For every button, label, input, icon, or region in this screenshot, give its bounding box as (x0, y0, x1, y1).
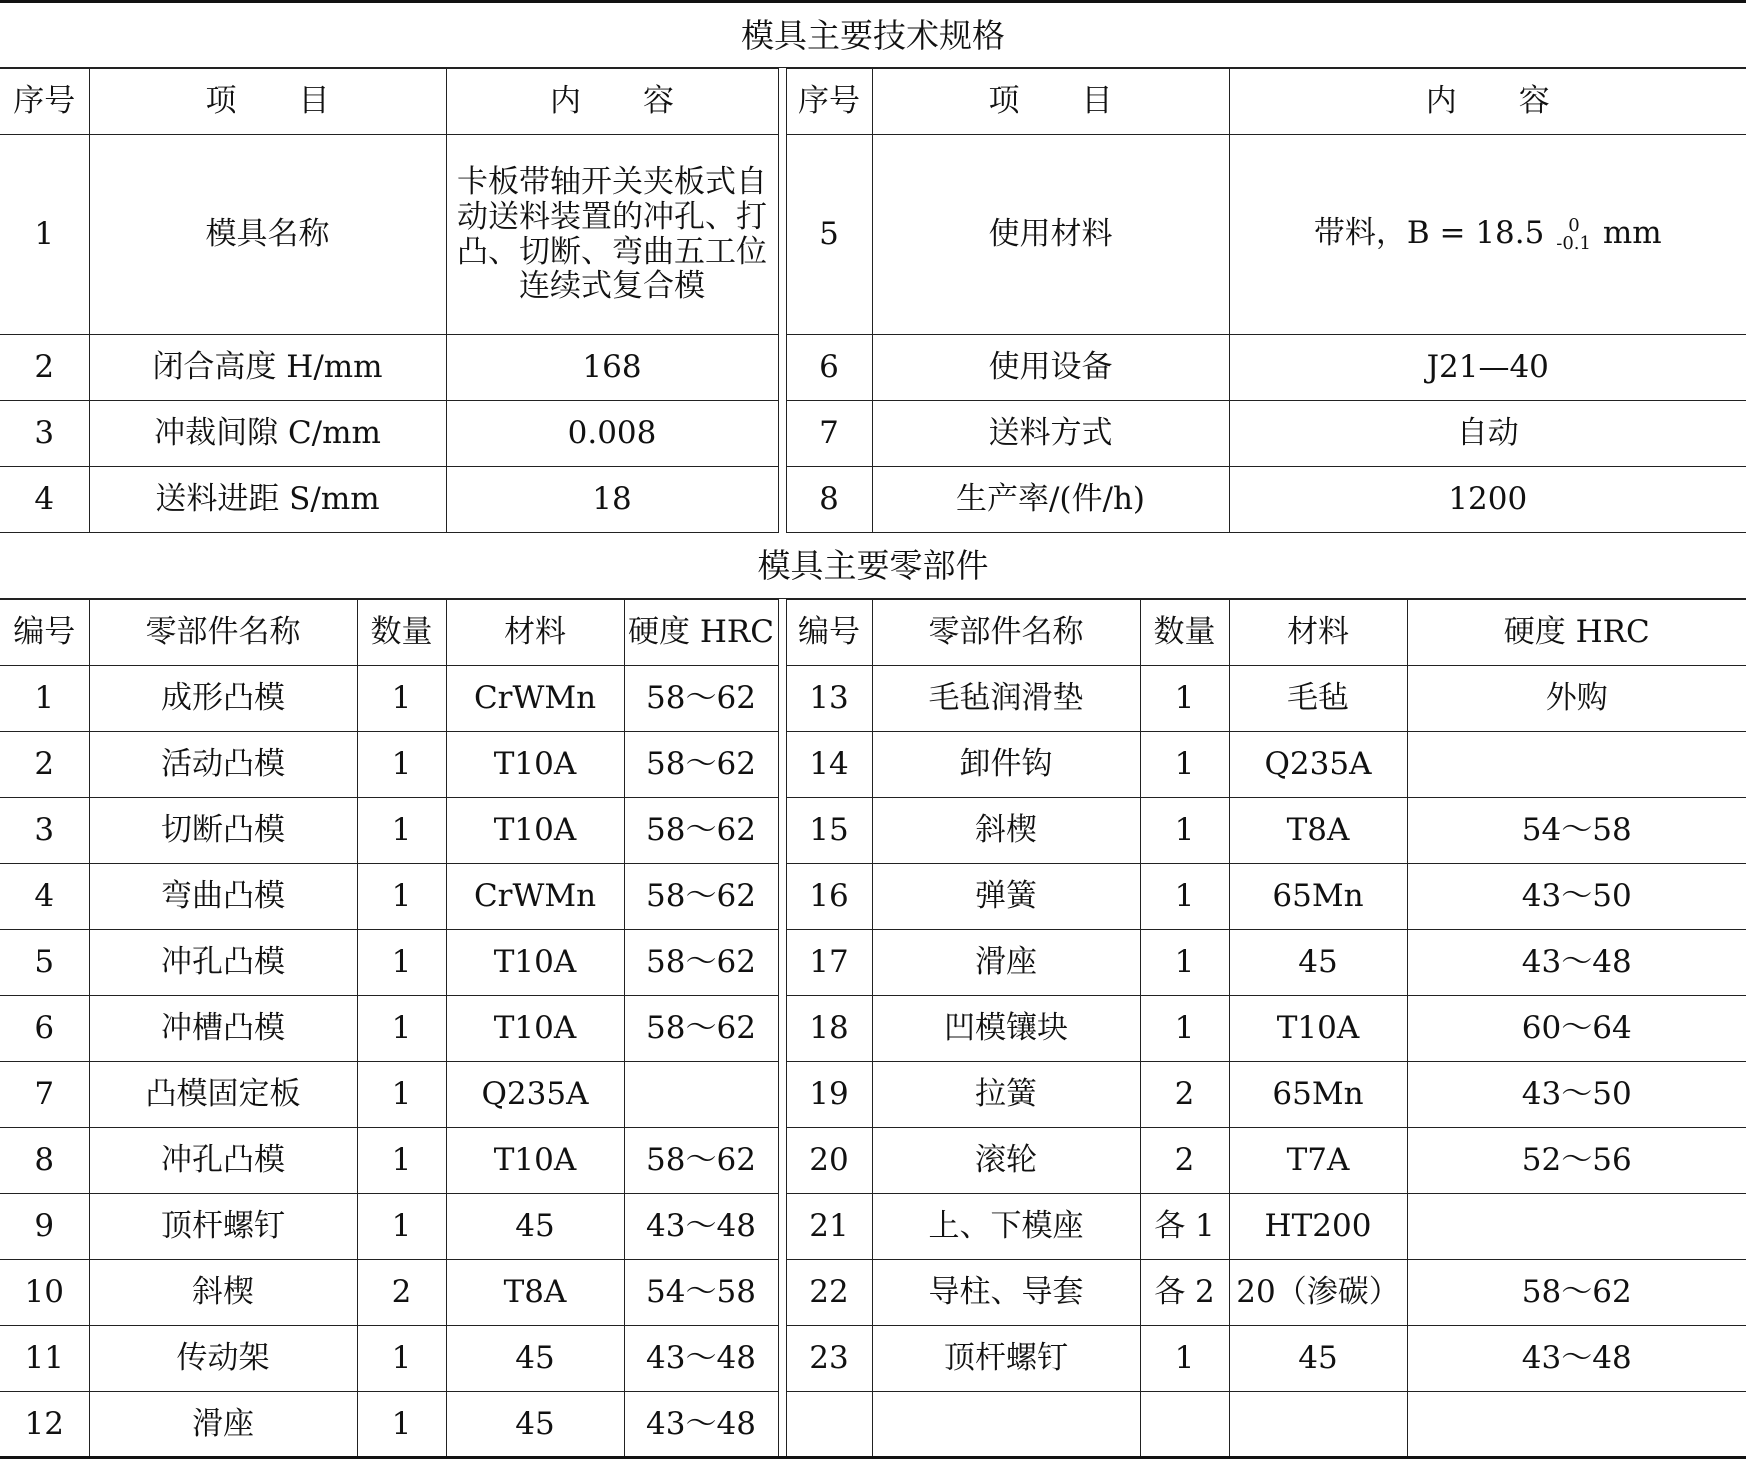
part-hardness-right: 43～50 (1407, 1062, 1746, 1128)
part-qty-right: 各 1 (1140, 1194, 1229, 1260)
parts-row (0, 1194, 1746, 1260)
part-hardness-right: 43～50 (1407, 864, 1746, 930)
spec-header-content: 内 容 (446, 69, 778, 135)
part-name-right: 斜楔 (872, 798, 1140, 864)
part-name-right: 卸件钩 (872, 732, 1140, 798)
part-qty: 1 (357, 930, 446, 996)
part-material: CrWMn (446, 864, 624, 930)
parts-row (0, 1128, 1746, 1194)
parts-row (0, 864, 1746, 930)
part-no: 11 (0, 1326, 89, 1392)
part-hardness: 58～62 (624, 732, 778, 798)
part-qty: 1 (357, 1392, 446, 1458)
part-material: T10A (446, 798, 624, 864)
part-no-right: 19 (786, 1062, 872, 1128)
parts-header-material: 材料 (446, 600, 624, 666)
tolerance-upper: 0 (1568, 214, 1580, 236)
spec-header-no-right: 序号 (786, 69, 872, 135)
spec-no-right: 5 (786, 135, 872, 335)
part-name-right: 凹模镶块 (872, 996, 1140, 1062)
spec-no-right: 8 (786, 467, 872, 533)
spec-content: 卡板带轴开关夹板式自动送料装置的冲孔、打凸、切断、弯曲五工位连续式复合模 (446, 135, 778, 335)
part-no: 10 (0, 1260, 89, 1326)
part-name: 斜楔 (89, 1260, 357, 1326)
part-hardness-right: 60～64 (1407, 996, 1746, 1062)
spec-no-right: 7 (786, 401, 872, 467)
part-hardness: 43～48 (624, 1326, 778, 1392)
part-hardness-right: 54～58 (1407, 798, 1746, 864)
part-name-right: 顶杆螺钉 (872, 1326, 1140, 1392)
part-no-right: 22 (786, 1260, 872, 1326)
part-hardness (624, 1062, 778, 1128)
part-name: 成形凸模 (89, 666, 357, 732)
part-hardness: 58～62 (624, 666, 778, 732)
spec-content: 18 (446, 467, 778, 533)
spec-no: 3 (0, 401, 89, 467)
part-hardness-right (1407, 1392, 1746, 1458)
column-divider (778, 1128, 786, 1194)
part-hardness-right (1407, 732, 1746, 798)
part-name-right: 毛毡润滑垫 (872, 666, 1140, 732)
part-no: 7 (0, 1062, 89, 1128)
parts-row (0, 1326, 1746, 1392)
parts-header-material-right: 材料 (1229, 600, 1407, 666)
part-no-right: 23 (786, 1326, 872, 1392)
part-no-right: 17 (786, 930, 872, 996)
part-name: 传动架 (89, 1326, 357, 1392)
column-divider (778, 69, 786, 135)
part-material-right: Q235A (1229, 732, 1407, 798)
parts-header-no-right: 编号 (786, 600, 872, 666)
part-hardness: 58～62 (624, 798, 778, 864)
parts-header-qty-right: 数量 (1140, 600, 1229, 666)
part-name-right: 导柱、导套 (872, 1260, 1140, 1326)
part-material: 45 (446, 1392, 624, 1458)
parts-row (0, 666, 1746, 732)
part-no-right: 20 (786, 1128, 872, 1194)
material-width-unit: mm (1602, 215, 1662, 252)
part-qty-right: 1 (1140, 1326, 1229, 1392)
spec-item: 闭合高度 H/mm (89, 335, 446, 401)
spec-header-row (0, 69, 1746, 135)
part-hardness: 58～62 (624, 864, 778, 930)
parts-header-name-right: 零部件名称 (872, 600, 1140, 666)
parts-row (0, 1260, 1746, 1326)
material-width-value: 带料，B = 18.5 (1313, 215, 1545, 252)
part-qty-right: 2 (1140, 1128, 1229, 1194)
part-no-right: 14 (786, 732, 872, 798)
column-divider (778, 1194, 786, 1260)
part-name-right: 拉簧 (872, 1062, 1140, 1128)
part-qty: 2 (357, 1260, 446, 1326)
spec-table (0, 68, 1746, 533)
spec-item-right: 使用材料 (872, 135, 1229, 335)
part-hardness-right: 52～56 (1407, 1128, 1746, 1194)
part-name: 冲孔凸模 (89, 1128, 357, 1194)
part-no: 12 (0, 1392, 89, 1458)
part-no: 2 (0, 732, 89, 798)
spec-row (0, 335, 1746, 401)
part-no-right: 18 (786, 996, 872, 1062)
parts-header-no: 编号 (0, 600, 89, 666)
column-divider (778, 1260, 786, 1326)
part-no: 4 (0, 864, 89, 930)
part-qty-right: 1 (1140, 930, 1229, 996)
part-name-right: 弹簧 (872, 864, 1140, 930)
part-hardness: 54～58 (624, 1260, 778, 1326)
part-qty: 1 (357, 798, 446, 864)
spec-no: 2 (0, 335, 89, 401)
part-name: 弯曲凸模 (89, 864, 357, 930)
part-material-right: 45 (1229, 930, 1407, 996)
part-hardness: 43～48 (624, 1392, 778, 1458)
spec-content: 0.008 (446, 401, 778, 467)
part-no-right: 21 (786, 1194, 872, 1260)
part-hardness-right: 43～48 (1407, 930, 1746, 996)
part-qty: 1 (357, 1128, 446, 1194)
part-qty: 1 (357, 732, 446, 798)
part-material: CrWMn (446, 666, 624, 732)
part-name: 滑座 (89, 1392, 357, 1458)
part-material: T10A (446, 732, 624, 798)
part-hardness-right (1407, 1194, 1746, 1260)
part-hardness: 58～62 (624, 930, 778, 996)
column-divider (778, 864, 786, 930)
part-material-right: T7A (1229, 1128, 1407, 1194)
parts-header-row (0, 600, 1746, 666)
part-material: 45 (446, 1326, 624, 1392)
column-divider (778, 930, 786, 996)
spec-item-right: 生产率/(件/h) (872, 467, 1229, 533)
column-divider (778, 600, 786, 666)
part-qty: 1 (357, 996, 446, 1062)
part-name-right (872, 1392, 1140, 1458)
part-no-right: 16 (786, 864, 872, 930)
part-no: 6 (0, 996, 89, 1062)
part-no-right (786, 1392, 872, 1458)
spec-content-right (1229, 135, 1746, 335)
part-qty-right: 1 (1140, 798, 1229, 864)
part-no: 5 (0, 930, 89, 996)
part-material-right: 毛毡 (1229, 666, 1407, 732)
column-divider (778, 1392, 786, 1458)
column-divider (778, 335, 786, 401)
part-hardness-right: 外购 (1407, 666, 1746, 732)
column-divider (778, 798, 786, 864)
spec-content: 168 (446, 335, 778, 401)
part-material-right: T8A (1229, 798, 1407, 864)
parts-header-hardness-right: 硬度 HRC (1407, 600, 1746, 666)
part-material-right: 65Mn (1229, 1062, 1407, 1128)
spec-row (0, 135, 1746, 335)
parts-row (0, 1062, 1746, 1128)
spec-header-no: 序号 (0, 69, 89, 135)
parts-header-name: 零部件名称 (89, 600, 357, 666)
part-hardness: 43～48 (624, 1194, 778, 1260)
column-divider (778, 1062, 786, 1128)
parts-table-title: 模具主要零部件 (0, 533, 1746, 599)
part-material-right: T10A (1229, 996, 1407, 1062)
part-name-right: 滚轮 (872, 1128, 1140, 1194)
part-material-right: HT200 (1229, 1194, 1407, 1260)
spec-item-right: 使用设备 (872, 335, 1229, 401)
part-material: T10A (446, 930, 624, 996)
spec-content-right: 自动 (1229, 401, 1746, 467)
part-material-right (1229, 1392, 1407, 1458)
part-qty-right (1140, 1392, 1229, 1458)
part-qty: 1 (357, 1062, 446, 1128)
parts-row (0, 798, 1746, 864)
part-qty-right: 1 (1140, 996, 1229, 1062)
part-qty-right: 1 (1140, 666, 1229, 732)
part-hardness-right: 58～62 (1407, 1260, 1746, 1326)
part-name-right: 上、下模座 (872, 1194, 1140, 1260)
part-material: Q235A (446, 1062, 624, 1128)
parts-header-hardness: 硬度 HRC (624, 600, 778, 666)
part-no: 3 (0, 798, 89, 864)
part-hardness: 58～62 (624, 996, 778, 1062)
part-material-right: 20（渗碳） (1229, 1260, 1407, 1326)
part-qty-right: 2 (1140, 1062, 1229, 1128)
part-qty-right: 1 (1140, 732, 1229, 798)
part-name-right: 滑座 (872, 930, 1140, 996)
part-no: 8 (0, 1128, 89, 1194)
part-material-right: 45 (1229, 1326, 1407, 1392)
spec-header-item: 项 目 (89, 69, 446, 135)
spec-header-content-right: 内 容 (1229, 69, 1746, 135)
part-material-right: 65Mn (1229, 864, 1407, 930)
spec-no-right: 6 (786, 335, 872, 401)
spec-no: 1 (0, 135, 89, 335)
part-name: 凸模固定板 (89, 1062, 357, 1128)
part-material: T8A (446, 1260, 624, 1326)
part-material: 45 (446, 1194, 624, 1260)
part-qty: 1 (357, 666, 446, 732)
spec-content-right: 1200 (1229, 467, 1746, 533)
part-hardness: 58～62 (624, 1128, 778, 1194)
part-no-right: 15 (786, 798, 872, 864)
spec-header-item-right: 项 目 (872, 69, 1229, 135)
column-divider (778, 135, 786, 335)
part-hardness-right: 43～48 (1407, 1326, 1746, 1392)
parts-header-qty: 数量 (357, 600, 446, 666)
part-no-right: 13 (786, 666, 872, 732)
part-material: T10A (446, 996, 624, 1062)
tolerance-lower: -0.1 (1556, 232, 1591, 254)
part-qty: 1 (357, 864, 446, 930)
spec-no: 4 (0, 467, 89, 533)
column-divider (778, 1326, 786, 1392)
part-name: 切断凸模 (89, 798, 357, 864)
part-material: T10A (446, 1128, 624, 1194)
spec-row (0, 401, 1746, 467)
spec-item: 送料进距 S/mm (89, 467, 446, 533)
spec-item-right: 送料方式 (872, 401, 1229, 467)
part-name: 冲槽凸模 (89, 996, 357, 1062)
part-no: 9 (0, 1194, 89, 1260)
spec-content-right: J21—40 (1229, 335, 1746, 401)
parts-row (0, 732, 1746, 798)
part-name: 活动凸模 (89, 732, 357, 798)
spec-item: 模具名称 (89, 135, 446, 335)
part-name: 顶杆螺钉 (89, 1194, 357, 1260)
part-qty-right: 1 (1140, 864, 1229, 930)
column-divider (778, 401, 786, 467)
part-qty: 1 (357, 1326, 446, 1392)
parts-table (0, 599, 1746, 1459)
column-divider (778, 467, 786, 533)
part-qty-right: 各 2 (1140, 1260, 1229, 1326)
part-no: 1 (0, 666, 89, 732)
spec-item: 冲裁间隙 C/mm (89, 401, 446, 467)
column-divider (778, 666, 786, 732)
parts-row (0, 996, 1746, 1062)
spec-row (0, 467, 1746, 533)
column-divider (778, 996, 786, 1062)
column-divider (778, 732, 786, 798)
tolerance (1556, 214, 1591, 254)
part-name: 冲孔凸模 (89, 930, 357, 996)
part-qty: 1 (357, 1194, 446, 1260)
spec-table-title: 模具主要技术规格 (0, 0, 1746, 68)
parts-row (0, 1392, 1746, 1458)
parts-row (0, 930, 1746, 996)
